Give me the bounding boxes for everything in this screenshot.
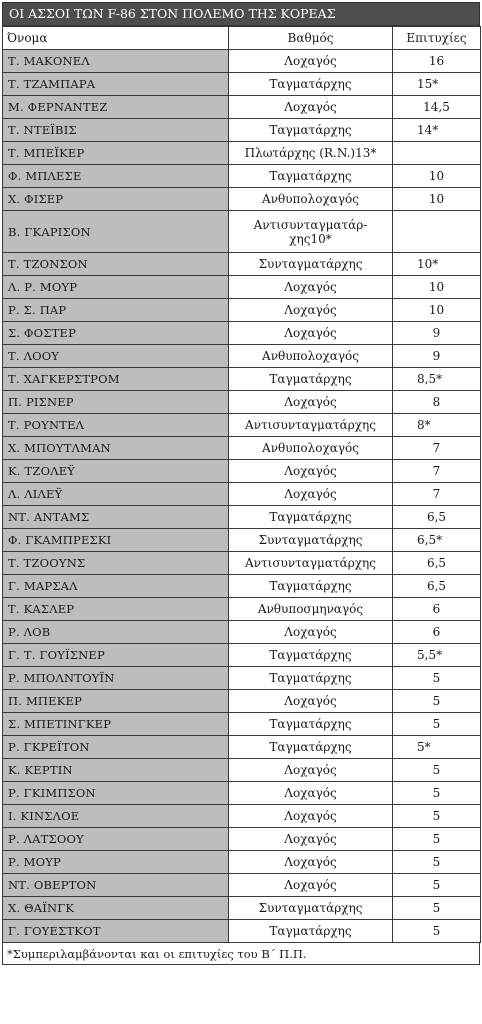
cell-rank: Λοχαγός — [229, 391, 393, 414]
cell-wins: 5 — [393, 828, 481, 851]
cell-rank: Ταγματάρχης — [229, 736, 393, 759]
cell-name: Ρ. ΜΟΥΡ — [3, 851, 229, 874]
cell-rank: Ταγματάρχης — [229, 165, 393, 188]
table-row — [3, 73, 481, 96]
cell-wins: 10 — [393, 188, 481, 211]
cell-name: Χ. ΦΙΣΕΡ — [3, 188, 229, 211]
cell-name: Ρ. ΛΑΤΣΟΟΥ — [3, 828, 229, 851]
cell-rank: Ταγματάρχης — [229, 644, 393, 667]
cell-wins: 8* — [393, 414, 481, 437]
table-row — [3, 165, 481, 188]
table-row — [3, 920, 481, 943]
cell-name: Χ. ΘΑΪΝΓΚ — [3, 897, 229, 920]
cell-wins: 15* — [393, 73, 481, 96]
cell-rank: Λοχαγός — [229, 483, 393, 506]
cell-wins: 10 — [393, 165, 481, 188]
table-row — [3, 874, 481, 897]
cell-rank: Λοχαγός — [229, 690, 393, 713]
cell-name: Λ. ΛΙΛΕΫ — [3, 483, 229, 506]
table-row — [3, 414, 481, 437]
table-row — [3, 713, 481, 736]
table-row — [3, 506, 481, 529]
cell-wins: 9 — [393, 322, 481, 345]
cell-wins: 6,5 — [393, 575, 481, 598]
cell-name: Φ. ΜΠΛΕΣΕ — [3, 165, 229, 188]
cell-rank: Ταγματάρχης — [229, 920, 393, 943]
table-row — [3, 211, 481, 253]
cell-rank: Αντισυνταγματάρ-χης10* — [229, 211, 393, 253]
cell-name: Χ. ΜΠΟΥΤΛΜΑΝ — [3, 437, 229, 460]
cell-name: Τ. ΝΤΕΪΒΙΣ — [3, 119, 229, 142]
table-row — [3, 276, 481, 299]
cell-name: Γ. ΜΑΡΣΑΛ — [3, 575, 229, 598]
cell-rank: Ταγματάρχης — [229, 506, 393, 529]
aces-table — [2, 26, 481, 943]
cell-rank: Λοχαγός — [229, 851, 393, 874]
cell-wins: 6,5 — [393, 552, 481, 575]
cell-name: Γ. ΓΟΥΕΣΤΚΟΤ — [3, 920, 229, 943]
cell-rank: Ταγματάρχης — [229, 713, 393, 736]
cell-name: Κ. ΚΕΡΤΙΝ — [3, 759, 229, 782]
cell-rank: Ανθυπολοχαγός — [229, 345, 393, 368]
cell-name: Ρ. ΓΚΡΕΪΤΟΝ — [3, 736, 229, 759]
cell-name: Ρ. Σ. ΠΑΡ — [3, 299, 229, 322]
cell-name: Π. ΜΠΕΚΕΡ — [3, 690, 229, 713]
table-row — [3, 253, 481, 276]
cell-name: ΝΤ. ΟΒΕΡΤΟΝ — [3, 874, 229, 897]
cell-rank: Λοχαγός — [229, 828, 393, 851]
cell-wins: 14,5 — [393, 96, 481, 119]
table-row — [3, 805, 481, 828]
cell-rank: Λοχαγός — [229, 299, 393, 322]
cell-wins — [393, 142, 481, 165]
cell-name: Μ. ΦΕΡΝΑΝΤΕΖ — [3, 96, 229, 119]
table-title: ΟΙ ΑΣΣΟΙ ΤΩΝ F-86 ΣΤΟΝ ΠΟΛΕΜΟ ΤΗΣ ΚΟΡΕΑΣ — [2, 2, 480, 26]
cell-name: Λ. Ρ. ΜΟΥΡ — [3, 276, 229, 299]
cell-rank: Λοχαγός — [229, 96, 393, 119]
cell-wins: 5 — [393, 874, 481, 897]
cell-wins — [393, 211, 481, 253]
cell-name: Κ. ΤΖΟΛΕΫ — [3, 460, 229, 483]
cell-wins: 7 — [393, 460, 481, 483]
cell-wins: 5 — [393, 667, 481, 690]
cell-wins: 6,5 — [393, 506, 481, 529]
cell-wins: 8 — [393, 391, 481, 414]
table-row — [3, 759, 481, 782]
table-row — [3, 667, 481, 690]
cell-rank: Ανθυπολοχαγός — [229, 437, 393, 460]
cell-rank: Ταγματάρχης — [229, 368, 393, 391]
cell-rank: Λοχαγός — [229, 782, 393, 805]
table-row — [3, 782, 481, 805]
cell-wins: 5 — [393, 851, 481, 874]
header-name: Όνομα — [3, 27, 229, 50]
cell-rank: Λοχαγός — [229, 276, 393, 299]
cell-wins: 5 — [393, 690, 481, 713]
cell-wins: 9 — [393, 345, 481, 368]
table-row — [3, 368, 481, 391]
table-row — [3, 50, 481, 73]
cell-rank: Αντισυνταγματάρχης — [229, 552, 393, 575]
cell-wins: 10* — [393, 253, 481, 276]
table-row — [3, 119, 481, 142]
table-row — [3, 345, 481, 368]
cell-wins: 14* — [393, 119, 481, 142]
cell-wins: 6,5* — [393, 529, 481, 552]
table-row — [3, 299, 481, 322]
cell-rank: Ταγματάρχης — [229, 575, 393, 598]
cell-rank: Ανθυποσμηναγός — [229, 598, 393, 621]
cell-wins: 7 — [393, 483, 481, 506]
cell-rank: Λοχαγός — [229, 621, 393, 644]
table-row — [3, 598, 481, 621]
cell-rank: Λοχαγός — [229, 759, 393, 782]
cell-rank: Λοχαγός — [229, 805, 393, 828]
cell-wins: 5 — [393, 805, 481, 828]
table-row — [3, 437, 481, 460]
table-row — [3, 644, 481, 667]
cell-wins: 10 — [393, 299, 481, 322]
cell-name: Ρ. ΛΟΒ — [3, 621, 229, 644]
table-row — [3, 188, 481, 211]
cell-wins: 5,5* — [393, 644, 481, 667]
table-body — [3, 50, 481, 943]
cell-name: ΝΤ. ΑΝΤΑΜΣ — [3, 506, 229, 529]
cell-name: Ρ. ΓΚΙΜΠΣΟΝ — [3, 782, 229, 805]
table-row — [3, 483, 481, 506]
table-row — [3, 736, 481, 759]
cell-wins: 16 — [393, 50, 481, 73]
cell-rank: Ταγματάρχης — [229, 667, 393, 690]
cell-name: Τ. ΚΑΣΛΕΡ — [3, 598, 229, 621]
table-row — [3, 322, 481, 345]
cell-rank: Λοχαγός — [229, 874, 393, 897]
cell-rank: Συνταγματάρχης — [229, 529, 393, 552]
cell-name: Β. ΓΚΑΡΙΣΟΝ — [3, 211, 229, 253]
header-rank: Βαθμός — [229, 27, 393, 50]
table-row — [3, 460, 481, 483]
table-row — [3, 621, 481, 644]
table-row — [3, 897, 481, 920]
cell-name: Τ. ΤΖΟΟΥΝΣ — [3, 552, 229, 575]
header-wins: Επιτυχίες — [393, 27, 481, 50]
cell-wins: 6 — [393, 621, 481, 644]
cell-rank: Ταγματάρχης — [229, 119, 393, 142]
cell-rank: Λοχαγός — [229, 460, 393, 483]
cell-name: Τ. ΜΠΕΪΚΕΡ — [3, 142, 229, 165]
cell-name: Τ. ΤΖΑΜΠΑΡΑ — [3, 73, 229, 96]
cell-name: Ρ. ΜΠΟΛΝΤΟΥΪΝ — [3, 667, 229, 690]
cell-name: Τ. ΜΑΚΟΝΕΛ — [3, 50, 229, 73]
cell-wins: 5 — [393, 897, 481, 920]
cell-name: Γ. Τ. ΓΟΥΪΣΝΕΡ — [3, 644, 229, 667]
cell-wins: 5* — [393, 736, 481, 759]
cell-wins: 7 — [393, 437, 481, 460]
table-row — [3, 142, 481, 165]
cell-wins: 5 — [393, 920, 481, 943]
table-row — [3, 529, 481, 552]
cell-name: Σ. ΦΟΣΤΕΡ — [3, 322, 229, 345]
cell-rank: Συνταγματάρχης — [229, 897, 393, 920]
header-row — [3, 27, 481, 50]
cell-wins: 5 — [393, 713, 481, 736]
table-row — [3, 690, 481, 713]
cell-name: Ι. ΚΙΝΣΛΟΕ — [3, 805, 229, 828]
cell-wins: 5 — [393, 782, 481, 805]
table-row — [3, 391, 481, 414]
cell-name: Σ. ΜΠΕΤΙΝΓΚΕΡ — [3, 713, 229, 736]
cell-rank: Ταγματάρχης — [229, 73, 393, 96]
cell-rank: Λοχαγός — [229, 322, 393, 345]
cell-rank: Συνταγματάρχης — [229, 253, 393, 276]
cell-rank: Ανθυπολοχαγός — [229, 188, 393, 211]
table-row — [3, 575, 481, 598]
cell-wins: 5 — [393, 759, 481, 782]
table-row — [3, 96, 481, 119]
cell-name: Τ. ΛΟΟΥ — [3, 345, 229, 368]
cell-rank: Λοχαγός — [229, 50, 393, 73]
cell-name: Τ. ΧΑΓΚΕΡΣΤΡΟΜ — [3, 368, 229, 391]
cell-name: Π. ΡΙΣΝΕΡ — [3, 391, 229, 414]
cell-wins: 6 — [393, 598, 481, 621]
cell-rank: Πλωτάρχης (R.N.)13* — [229, 142, 393, 165]
table-row — [3, 828, 481, 851]
table-row — [3, 552, 481, 575]
table-row — [3, 851, 481, 874]
cell-rank: Αντισυνταγματάρχης — [229, 414, 393, 437]
cell-name: Τ. ΡΟΥΝΤΕΛ — [3, 414, 229, 437]
cell-name: Φ. ΓΚΑΜΠΡΕΣΚΙ — [3, 529, 229, 552]
cell-wins: 10 — [393, 276, 481, 299]
cell-name: Τ. ΤΖΟΝΣΟΝ — [3, 253, 229, 276]
footnote: *Συμπεριλαμβάνονται και οι επιτυχίες του Β΄ Π.Π. — [2, 943, 480, 965]
cell-wins: 8,5* — [393, 368, 481, 391]
